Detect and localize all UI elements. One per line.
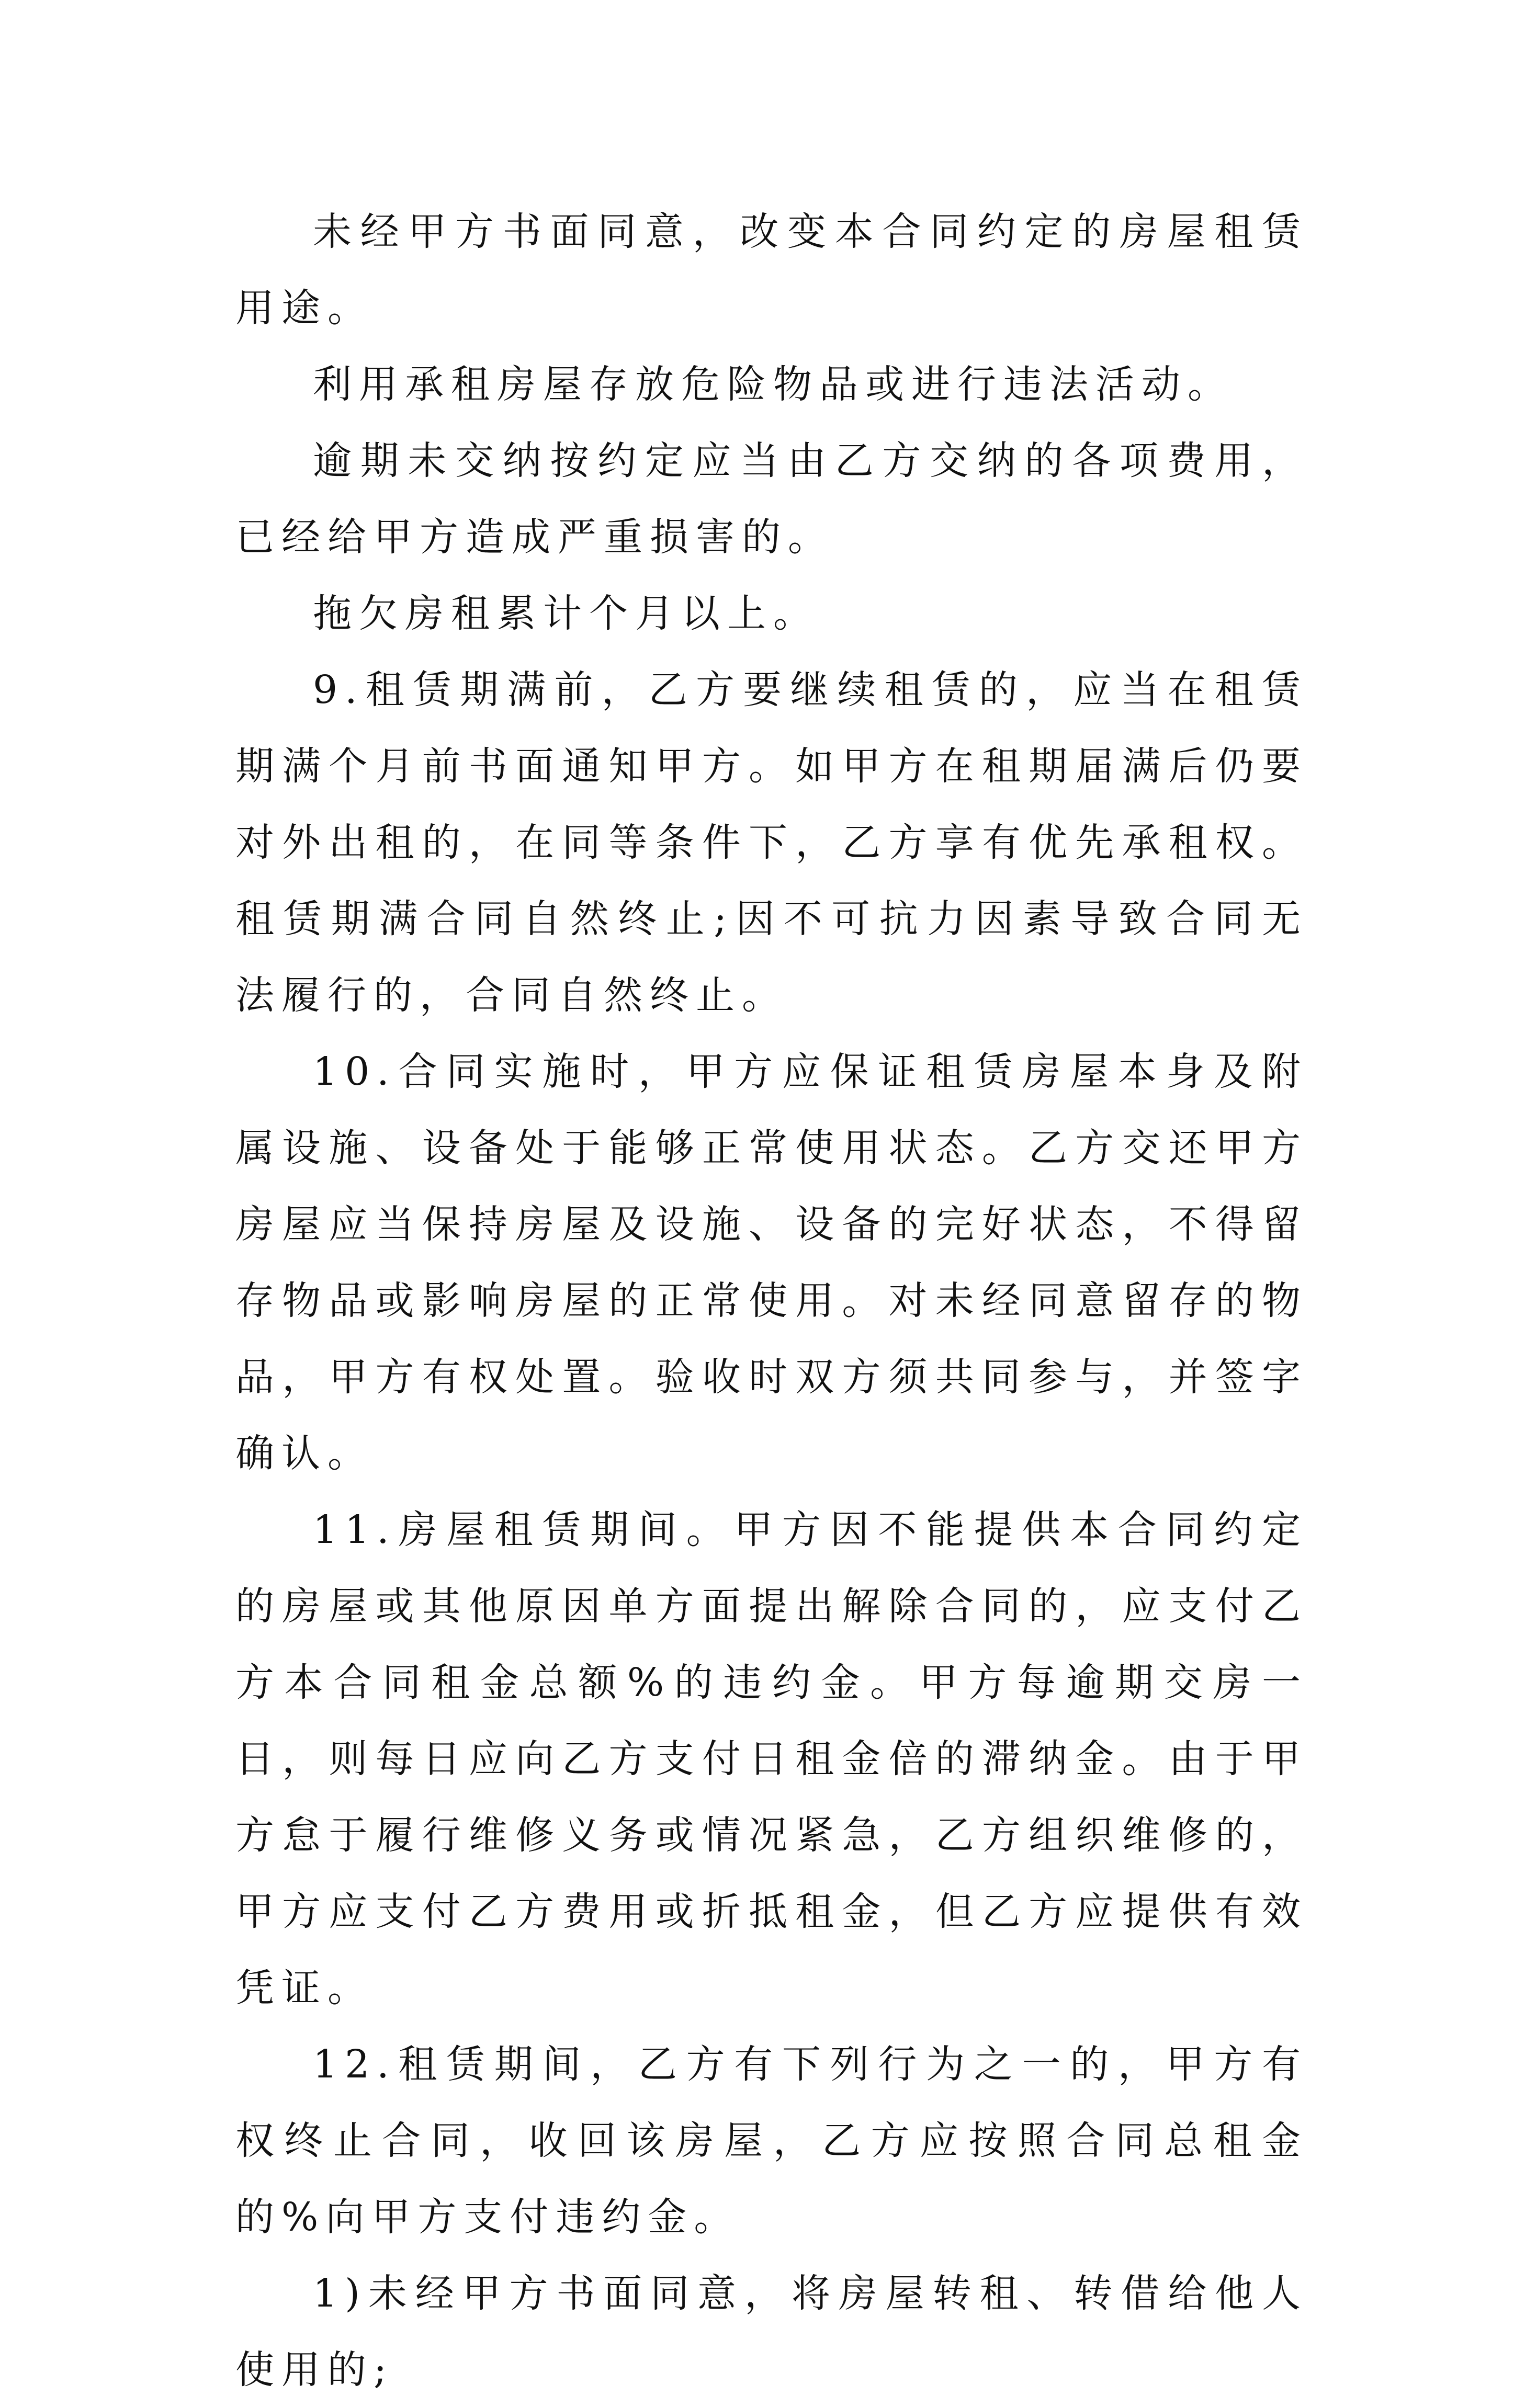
- paragraph-change-use: 未经甲方书面同意，改变本合同约定的房屋租赁用途。: [235, 209, 1308, 331]
- document-body: [235, 194, 1308, 2408]
- paragraph-overdue-fees: 逾期未交纳按约定应当由乙方交纳的各项费用，已经给甲方造成严重损害的。: [235, 438, 1308, 560]
- paragraph-dangerous-goods: 利用承租房屋存放危险物品或进行违法活动。: [313, 362, 1234, 407]
- paragraph-clause-12: 12.租赁期间，乙方有下列行为之一的，甲方有权终止合同，收回该房屋，乙方应按照合同总租金的%向甲方支付违约金。: [235, 2042, 1308, 2240]
- paragraph-clause-10: 10.合同实施时，甲方应保证租赁房屋本身及附属设施、设备处于能够正常使用状态。乙方交还甲方房屋应当保持房屋及设施、设备的完好状态，不得留存物品或影响房屋的正常使用。对未经同意留存的物品，甲方有权处置。验收时双方须共同参与，并签字确认。: [235, 1049, 1308, 1476]
- paragraph-clause-9: 9.租赁期满前，乙方要继续租赁的，应当在租赁期满个月前书面通知甲方。如甲方在租期届满后仍要对外出租的，在同等条件下，乙方享有优先承租权。租赁期满合同自然终止;因不可抗力因素导致合同无法履行的，合同自然终止。: [235, 667, 1308, 1018]
- paragraph-item-1: 1)未经甲方书面同意，将房屋转租、转借给他人使用的;: [235, 2271, 1308, 2392]
- paragraph-rent-arrears: 拖欠房租累计个月以上。: [313, 591, 819, 636]
- paragraph-clause-11: 11.房屋租赁期间。甲方因不能提供本合同约定的房屋或其他原因单方面提出解除合同的，应支付乙方本合同租金总额%的违约金。甲方每逾期交房一日，则每日应向乙方支付日租金倍的滞纳金。由于甲方怠于履行维修义务或情况紧急，乙方组织维修的，甲方应支付乙方费用或折抵租金，但乙方应提供有效凭证。: [235, 1507, 1308, 2011]
